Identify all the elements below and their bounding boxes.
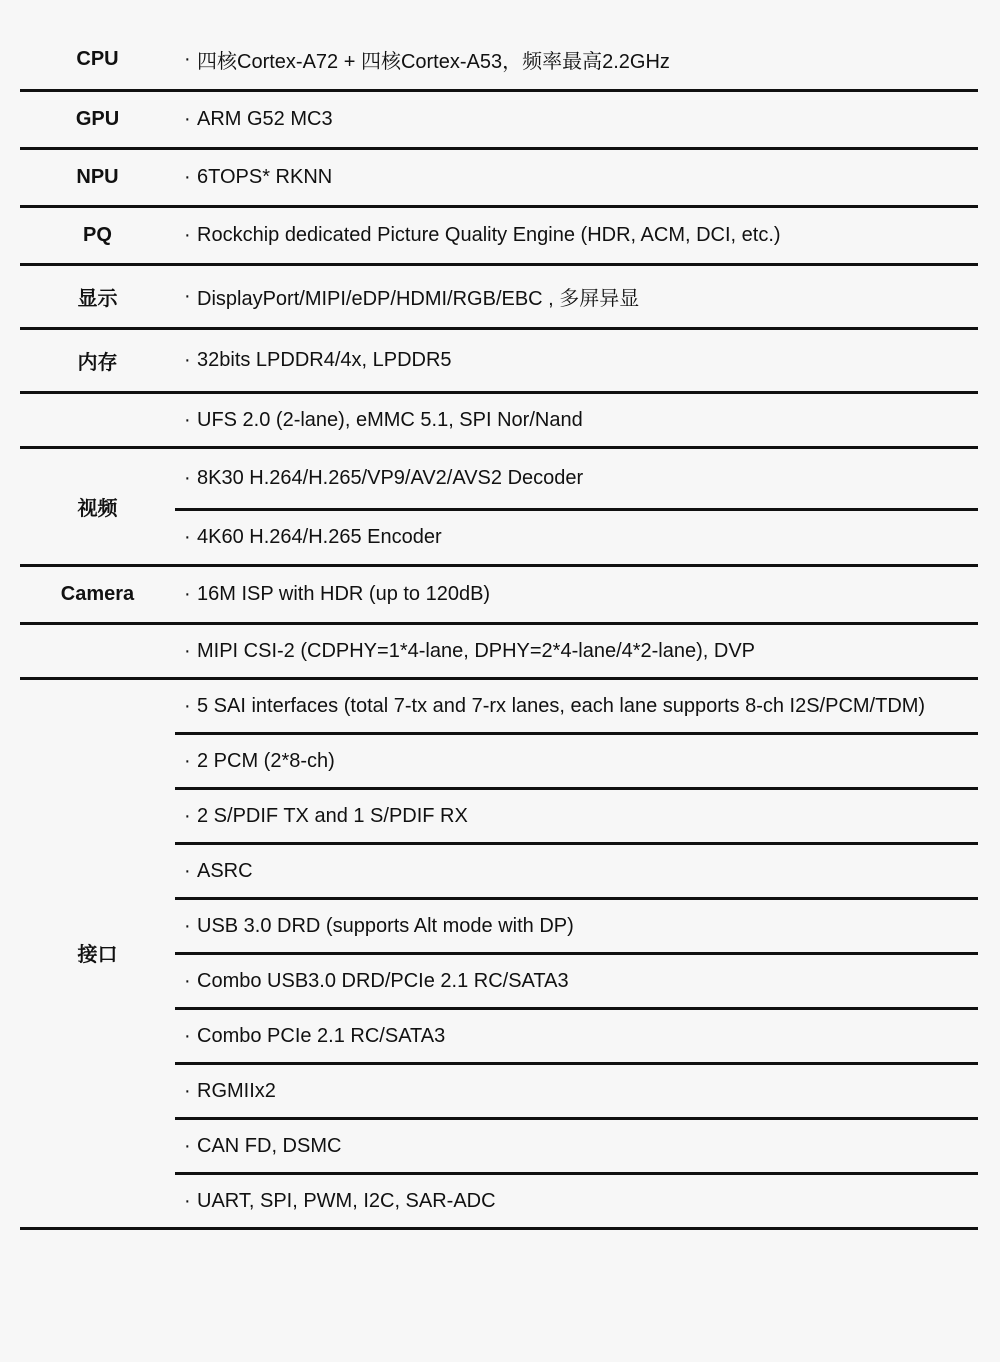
spec-item: · 5 SAI interfaces (total 7-tx and 7-rx lanes, each lane supports 8-ch I2S/PCM/TDM) — [175, 680, 978, 735]
spec-item: · UFS 2.0 (2-lane), eMMC 5.1, SPI Nor/Nand — [184, 408, 583, 431]
spec-items — [175, 449, 978, 564]
spec-row-pq — [20, 208, 978, 266]
spec-item: · 四核Cortex-A72 + 四核Cortex-A53，频率最高2.2GHz — [184, 48, 670, 73]
spec-row-camera — [20, 567, 978, 625]
bullet-icon: · — [184, 1079, 191, 1102]
spec-item: · 16M ISP with HDR (up to 120dB) — [184, 583, 491, 605]
spec-item: · CAN FD, DSMC — [175, 1120, 978, 1175]
spec-table — [20, 30, 978, 1230]
spec-label: 接口 — [77, 943, 118, 966]
spec-items — [175, 30, 978, 89]
spec-row-cpu — [20, 30, 978, 92]
spec-item: · USB 3.0 DRD (supports Alt mode with DP) — [175, 900, 978, 955]
bullet-icon: · — [184, 1024, 191, 1047]
bullet-icon: · — [184, 639, 191, 662]
spec-row-video — [20, 449, 978, 567]
spec-label: NPU — [76, 166, 119, 188]
spec-label: 内存 — [77, 352, 118, 374]
spec-row-display — [20, 266, 978, 330]
spec-label: 显示 — [77, 288, 118, 310]
spec-label: 视频 — [77, 498, 118, 520]
bullet-icon: · — [184, 804, 191, 827]
bullet-icon: · — [184, 1189, 191, 1212]
bullet-icon: · — [184, 349, 191, 371]
spec-item: · DisplayPort/MIPI/eDP/HDMI/RGB/EBC , 多屏异显 — [184, 285, 640, 310]
spec-items — [175, 625, 978, 677]
spec-item: · ASRC — [175, 845, 978, 900]
bullet-icon: · — [184, 467, 191, 489]
spec-item: · 2 S/PDIF TX and 1 S/PDIF RX — [175, 790, 978, 845]
spec-label: GPU — [75, 108, 120, 130]
bullet-icon: · — [184, 694, 191, 717]
spec-items — [175, 150, 978, 205]
spec-item: · 32bits LPDDR4/4x, LPDDR5 — [184, 349, 452, 371]
spec-items — [175, 266, 978, 327]
spec-label: PQ — [83, 224, 112, 246]
spec-item: · 6TOPS* RKNN — [184, 166, 333, 188]
spec-item: · Combo USB3.0 DRD/PCIe 2.1 RC/SATA3 — [175, 955, 978, 1010]
spec-row-storage — [20, 394, 978, 449]
spec-item: · MIPI CSI-2 (CDPHY=1*4-lane, DPHY=2*4-lane/4*2-lane), DVP — [184, 639, 756, 662]
bullet-icon: · — [184, 285, 191, 307]
spec-item: · 2 PCM (2*8-ch) — [175, 735, 978, 790]
spec-items — [175, 567, 978, 622]
spec-item: · 8K30 H.264/H.265/VP9/AV2/AVS2 Decoder — [175, 449, 978, 511]
spec-item: · 4K60 H.264/H.265 Encoder — [184, 526, 442, 548]
spec-item: · UART, SPI, PWM, I2C, SAR-ADC — [184, 1189, 496, 1212]
bullet-icon: · — [184, 48, 191, 70]
spec-row-gpu — [20, 92, 978, 150]
spec-row-memory — [20, 330, 978, 394]
spec-row-npu — [20, 150, 978, 208]
bullet-icon: · — [184, 408, 191, 431]
spec-item: · ARM G52 MC3 — [184, 108, 333, 130]
spec-items — [175, 330, 978, 391]
bullet-icon: · — [184, 1134, 191, 1157]
bullet-icon: · — [184, 166, 191, 188]
spec-item: · Rockchip dedicated Picture Quality Engine (HDR, ACM, DCI, etc.) — [184, 224, 781, 246]
bullet-icon: · — [184, 108, 191, 130]
spec-label — [20, 394, 175, 446]
bullet-icon: · — [184, 224, 191, 246]
bullet-icon: · — [184, 583, 191, 605]
bullet-icon: · — [184, 749, 191, 772]
spec-items — [175, 208, 978, 263]
spec-items — [175, 92, 978, 147]
spec-items — [175, 394, 978, 446]
spec-item: · Combo PCIe 2.1 RC/SATA3 — [175, 1010, 978, 1065]
spec-item: · RGMIIx2 — [175, 1065, 978, 1120]
bullet-icon: · — [184, 969, 191, 992]
spec-row-interfaces — [20, 680, 978, 1230]
bullet-icon: · — [184, 914, 191, 937]
bullet-icon: · — [184, 859, 191, 882]
spec-items — [175, 680, 978, 1227]
spec-label — [20, 625, 175, 677]
spec-label: Camera — [60, 583, 135, 605]
spec-label: CPU — [76, 48, 119, 70]
spec-row-camera-interfaces — [20, 625, 978, 680]
bullet-icon: · — [184, 526, 191, 548]
